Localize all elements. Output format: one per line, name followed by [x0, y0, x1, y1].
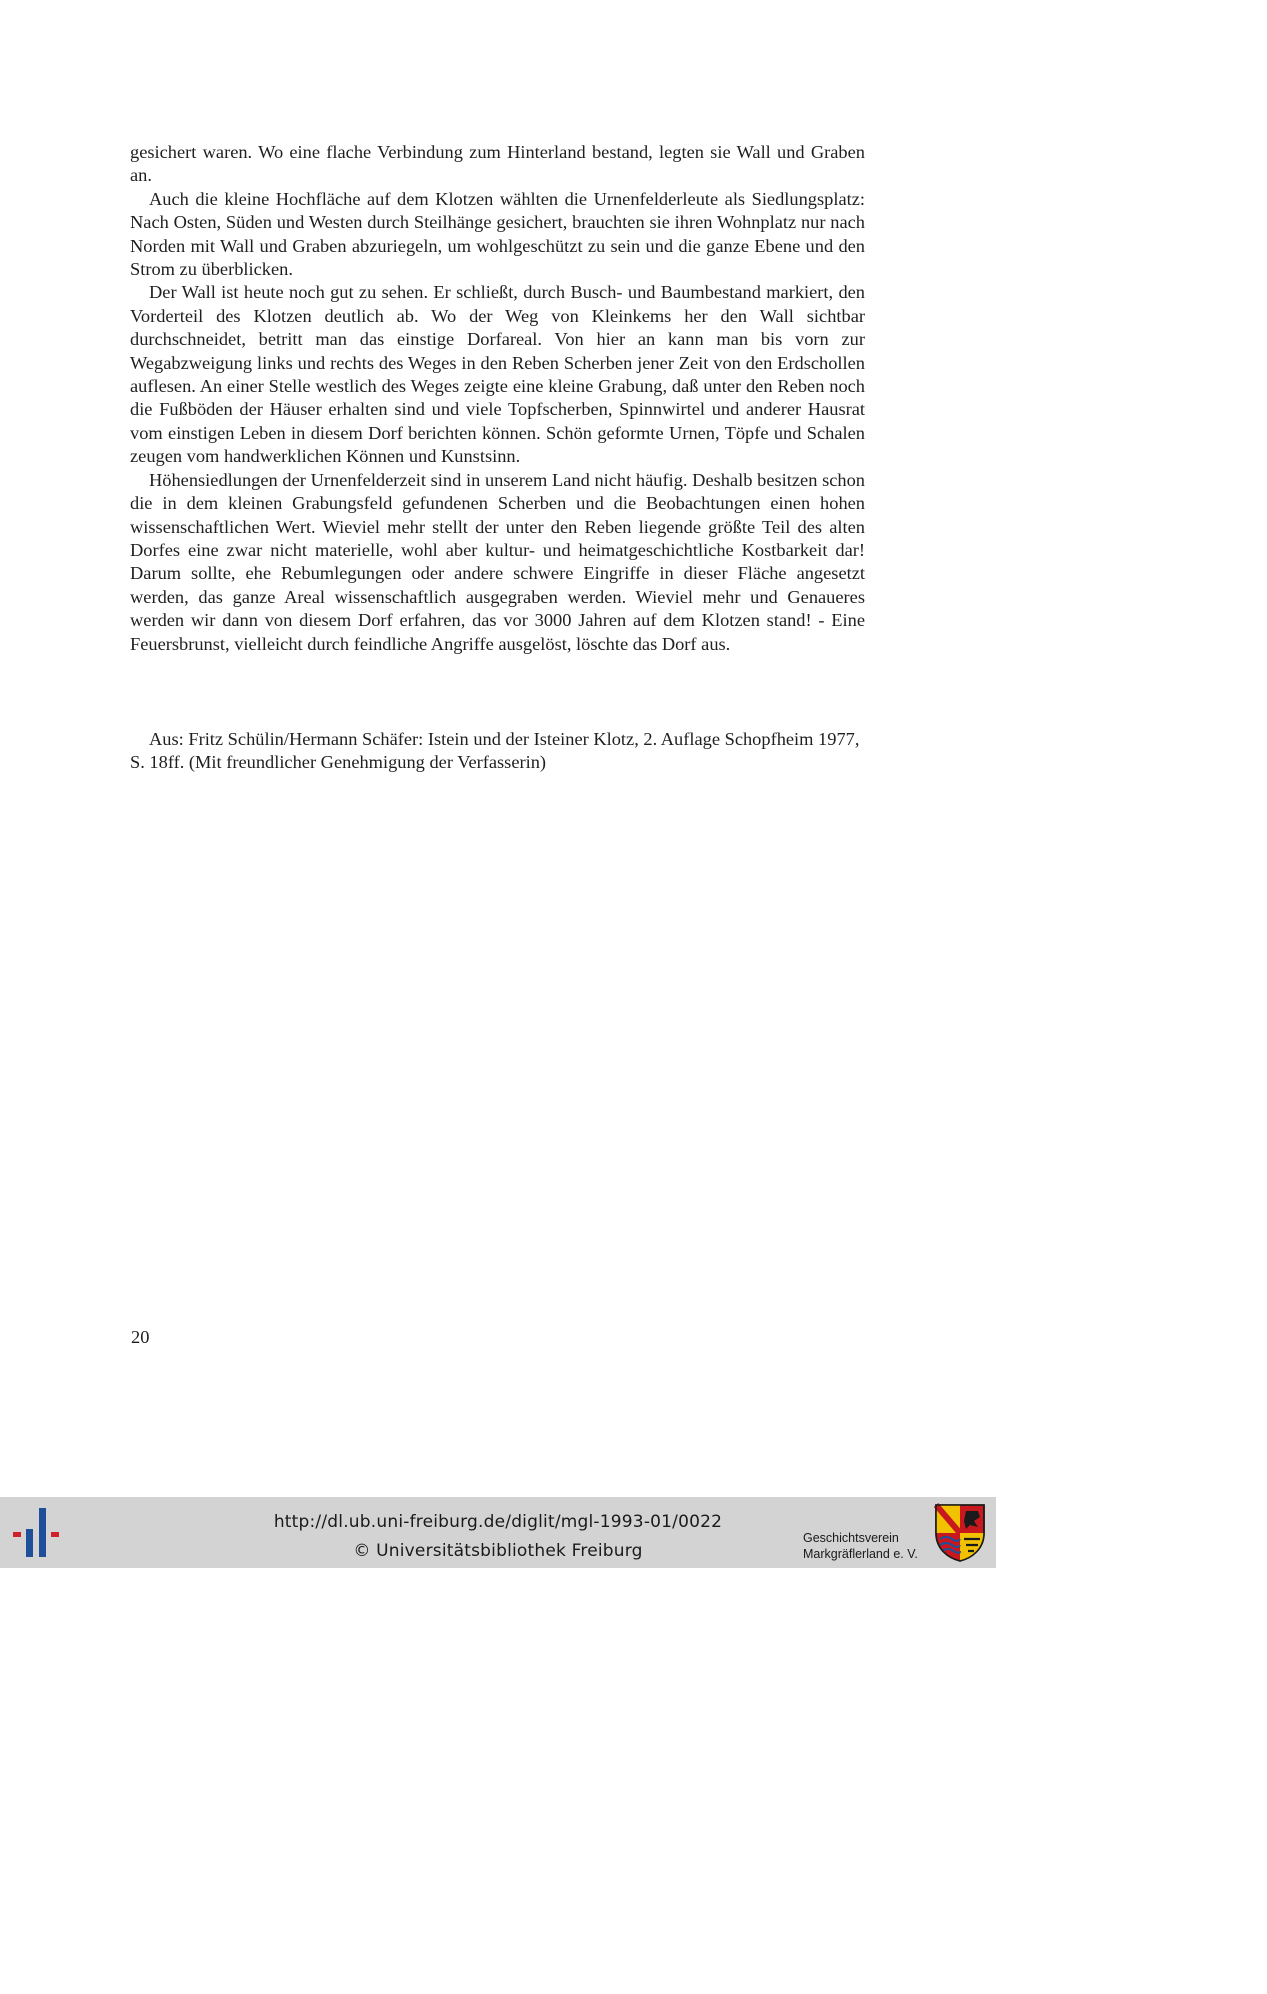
- society-name: [803, 1530, 918, 1562]
- paragraph: Auch die kleine Hochfläche auf dem Klotzen wählten die Urnenfelderleute als Siedlungsplatz: Nach Osten, Süden und Westen durch Steilhänge gesichert, brauchten sie ihren Wohnplatz nur nach Norden mit Wall und Graben abzuriegeln, um wohlgeschützt zu sein und die ganze Ebene und den Strom zu überblicken.: [130, 188, 865, 280]
- society-line-1: Geschichtsverein: [803, 1531, 899, 1545]
- paragraph: gesichert waren. Wo eine flache Verbindung zum Hinterland bestand, legten sie Wall und Graben an.: [130, 142, 865, 186]
- body-text: [130, 141, 865, 656]
- page-number: 20: [131, 1327, 150, 1347]
- society-line-2: Markgräflerland e. V.: [803, 1547, 918, 1561]
- footer-bar: [0, 1497, 996, 1568]
- citation-text: Aus: Fritz Schülin/Hermann Schäfer: Istein und der Isteiner Klotz, 2. Auflage Schopfheim 1977, S. 18ff. (Mit freundlicher Genehmigung der Verfasserin): [130, 729, 860, 773]
- citation: [130, 728, 865, 775]
- paragraph: Höhensiedlungen der Urnenfelderzeit sind in unserem Land nicht häufig. Deshalb besitzen schon die in dem kleinen Grabungsfeld gefundenen Scherben und die Beobachtungen einen hohen wissenschaftlichen Wert. Wieviel mehr stellt der unter den Reben liegende größte Teil des alten Dorfes eine zwar nicht materielle, wohl aber kultur- und heimatgeschichtliche Kostbarkeit dar! Darum sollte, ehe Rebumlegungen oder andere schwere Eingriffe in dieser Fläche angesetzt werden, das ganze Areal wissenschaftlich ausgegraben werden. Wieviel mehr und Genaueres werden wir dann von diesem Dorf erfahren, das vor 3000 Jahren auf dem Klotzen stand! - Eine Feuersbrunst, vielleicht durch feindliche Angriffe ausgelöst, löschte das Dorf aus.: [130, 469, 865, 654]
- digital-library-logo-icon[interactable]: [12, 1506, 62, 1558]
- footer-copyright: © Universitätsbibliothek Freiburg: [353, 1541, 643, 1561]
- paragraph: Der Wall ist heute noch gut zu sehen. Er schließt, durch Busch- und Baumbestand markiert, den Vorderteil des Klotzen deutlich ab. Wo der Weg von Kleinkems her den Wall sichtbar durchschneidet, betritt man das einstige Dorfareal. Von hier an kann man bis vorn zur Wegabzweigung links und rechts des Weges in den Reben Scherben jener Zeit von den Erdschollen auflesen. An einer Stelle westlich des Weges zeigte eine kleine Grabung, daß unter den Reben noch die Fußböden der Häuser erhalten sind und viele Topfscherben, Spinnwirtel und anderer Hausrat vom einstigen Leben in diesem Dorf berichten können. Schön geformte Urnen, Töpfe und Schalen zeugen vom handwerklichen Können und Kunstsinn.: [130, 282, 865, 467]
- footer-url-link[interactable]: http://dl.ub.uni-freiburg.de/diglit/mgl-1993-01/0022: [273, 1512, 723, 1532]
- coat-of-arms-icon: [934, 1503, 986, 1563]
